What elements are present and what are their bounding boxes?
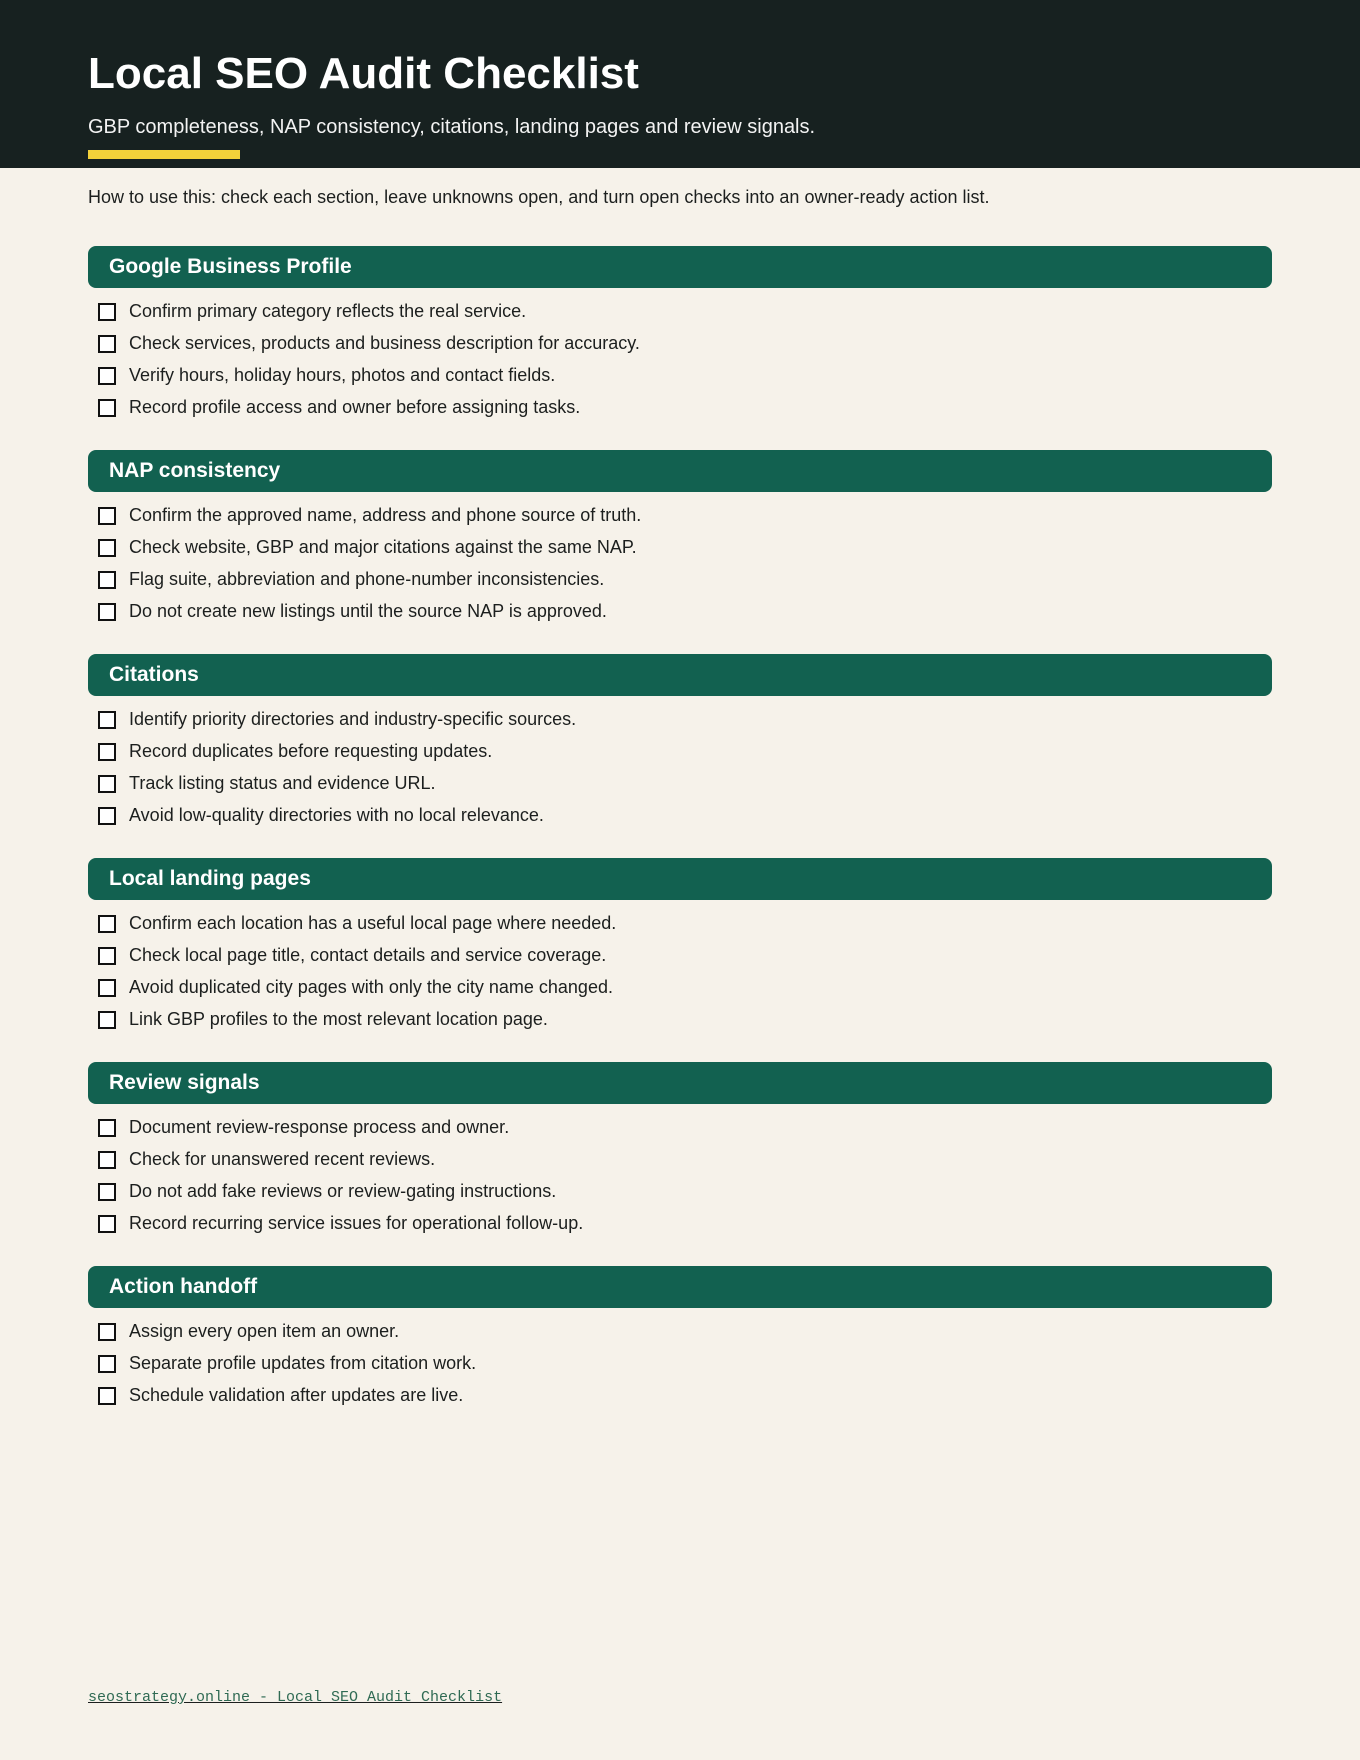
check-item-text: Avoid duplicated city pages with only the city name changed. — [129, 977, 613, 998]
check-item-text: Check website, GBP and major citations against the same NAP. — [129, 537, 637, 558]
checklist-section — [88, 654, 1272, 832]
checkbox[interactable] — [98, 775, 116, 793]
checkbox[interactable] — [98, 1119, 116, 1137]
checkbox[interactable] — [98, 1183, 116, 1201]
checkbox[interactable] — [98, 711, 116, 729]
check-item-text: Check services, products and business description for accuracy. — [129, 333, 640, 354]
check-item — [88, 360, 1272, 392]
section-heading: Local landing pages — [88, 858, 1272, 900]
check-list — [88, 900, 1272, 1036]
checkbox[interactable] — [98, 1011, 116, 1029]
checkbox[interactable] — [98, 1387, 116, 1405]
check-item — [88, 768, 1272, 800]
checklist-section — [88, 450, 1272, 628]
checkbox[interactable] — [98, 335, 116, 353]
check-item — [88, 940, 1272, 972]
check-item — [88, 800, 1272, 832]
section-heading: Review signals — [88, 1062, 1272, 1104]
check-item — [88, 500, 1272, 532]
checkbox[interactable] — [98, 979, 116, 997]
check-item — [88, 972, 1272, 1004]
check-item-text: Assign every open item an owner. — [129, 1321, 400, 1342]
intro-text: How to use this: check each section, leave unknowns open, and turn open checks into an owner-ready action list. — [88, 187, 990, 207]
checklist-section — [88, 1266, 1272, 1412]
checkbox[interactable] — [98, 1151, 116, 1169]
check-item-text: Link GBP profiles to the most relevant location page. — [129, 1009, 548, 1030]
checkbox[interactable] — [98, 1355, 116, 1373]
checkbox[interactable] — [98, 367, 116, 385]
page-title: Local SEO Audit Checklist — [88, 49, 639, 98]
check-item — [88, 1176, 1272, 1208]
checkbox[interactable] — [98, 807, 116, 825]
section-heading: NAP consistency — [88, 450, 1272, 492]
section-heading: Google Business Profile — [88, 246, 1272, 288]
checkbox[interactable] — [98, 603, 116, 621]
check-item — [88, 1004, 1272, 1036]
check-item-text: Track listing status and evidence URL. — [129, 773, 436, 794]
check-list — [88, 696, 1272, 832]
check-item-text: Check for unanswered recent reviews. — [129, 1149, 436, 1170]
check-list — [88, 1104, 1272, 1240]
checklist-sections — [88, 246, 1272, 1438]
check-item-text: Document review-response process and owner. — [129, 1117, 510, 1138]
checkbox[interactable] — [98, 571, 116, 589]
checkbox[interactable] — [98, 399, 116, 417]
checkbox[interactable] — [98, 1323, 116, 1341]
check-item — [88, 1144, 1272, 1176]
checkbox[interactable] — [98, 1215, 116, 1233]
check-item — [88, 532, 1272, 564]
checkbox[interactable] — [98, 303, 116, 321]
check-item-text: Confirm primary category reflects the real service. — [129, 301, 527, 322]
check-item — [88, 908, 1272, 940]
check-item — [88, 704, 1272, 736]
check-item — [88, 1112, 1272, 1144]
check-list — [88, 288, 1272, 424]
check-item-text: Record profile access and owner before assigning tasks. — [129, 397, 581, 418]
check-item-text: Schedule validation after updates are live. — [129, 1385, 464, 1406]
check-item-text: Separate profile updates from citation work. — [129, 1353, 477, 1374]
section-heading: Citations — [88, 654, 1272, 696]
checkbox[interactable] — [98, 947, 116, 965]
checklist-section — [88, 1062, 1272, 1240]
check-item-text: Do not add fake reviews or review-gating instructions. — [129, 1181, 557, 1202]
check-item — [88, 1316, 1272, 1348]
footer-link[interactable]: seostrategy.online - Local SEO Audit Checklist — [88, 1689, 503, 1706]
check-item-text: Do not create new listings until the source NAP is approved. — [129, 601, 607, 622]
check-item-text: Identify priority directories and industry-specific sources. — [129, 709, 577, 730]
page-header — [0, 0, 1360, 168]
check-item — [88, 1380, 1272, 1412]
checkbox[interactable] — [98, 539, 116, 557]
checkbox[interactable] — [98, 507, 116, 525]
check-item-text: Confirm the approved name, address and phone source of truth. — [129, 505, 642, 526]
check-list — [88, 492, 1272, 628]
page-subtitle: GBP completeness, NAP consistency, citations, landing pages and review signals. — [88, 116, 816, 138]
check-item-text: Verify hours, holiday hours, photos and contact fields. — [129, 365, 556, 386]
check-item-text: Record recurring service issues for operational follow-up. — [129, 1213, 584, 1234]
check-item — [88, 392, 1272, 424]
checkbox[interactable] — [98, 743, 116, 761]
check-item — [88, 564, 1272, 596]
accent-bar — [88, 150, 240, 159]
check-item-text: Avoid low-quality directories with no local relevance. — [129, 805, 544, 826]
checklist-section — [88, 246, 1272, 424]
check-item — [88, 596, 1272, 628]
check-item — [88, 1348, 1272, 1380]
check-item — [88, 296, 1272, 328]
section-heading: Action handoff — [88, 1266, 1272, 1308]
check-item-text: Flag suite, abbreviation and phone-number inconsistencies. — [129, 569, 605, 590]
check-list — [88, 1308, 1272, 1412]
check-item — [88, 328, 1272, 360]
check-item — [88, 736, 1272, 768]
check-item — [88, 1208, 1272, 1240]
check-item-text: Check local page title, contact details and service coverage. — [129, 945, 607, 966]
check-item-text: Record duplicates before requesting updates. — [129, 741, 493, 762]
checklist-section — [88, 858, 1272, 1036]
check-item-text: Confirm each location has a useful local page where needed. — [129, 913, 617, 934]
checkbox[interactable] — [98, 915, 116, 933]
